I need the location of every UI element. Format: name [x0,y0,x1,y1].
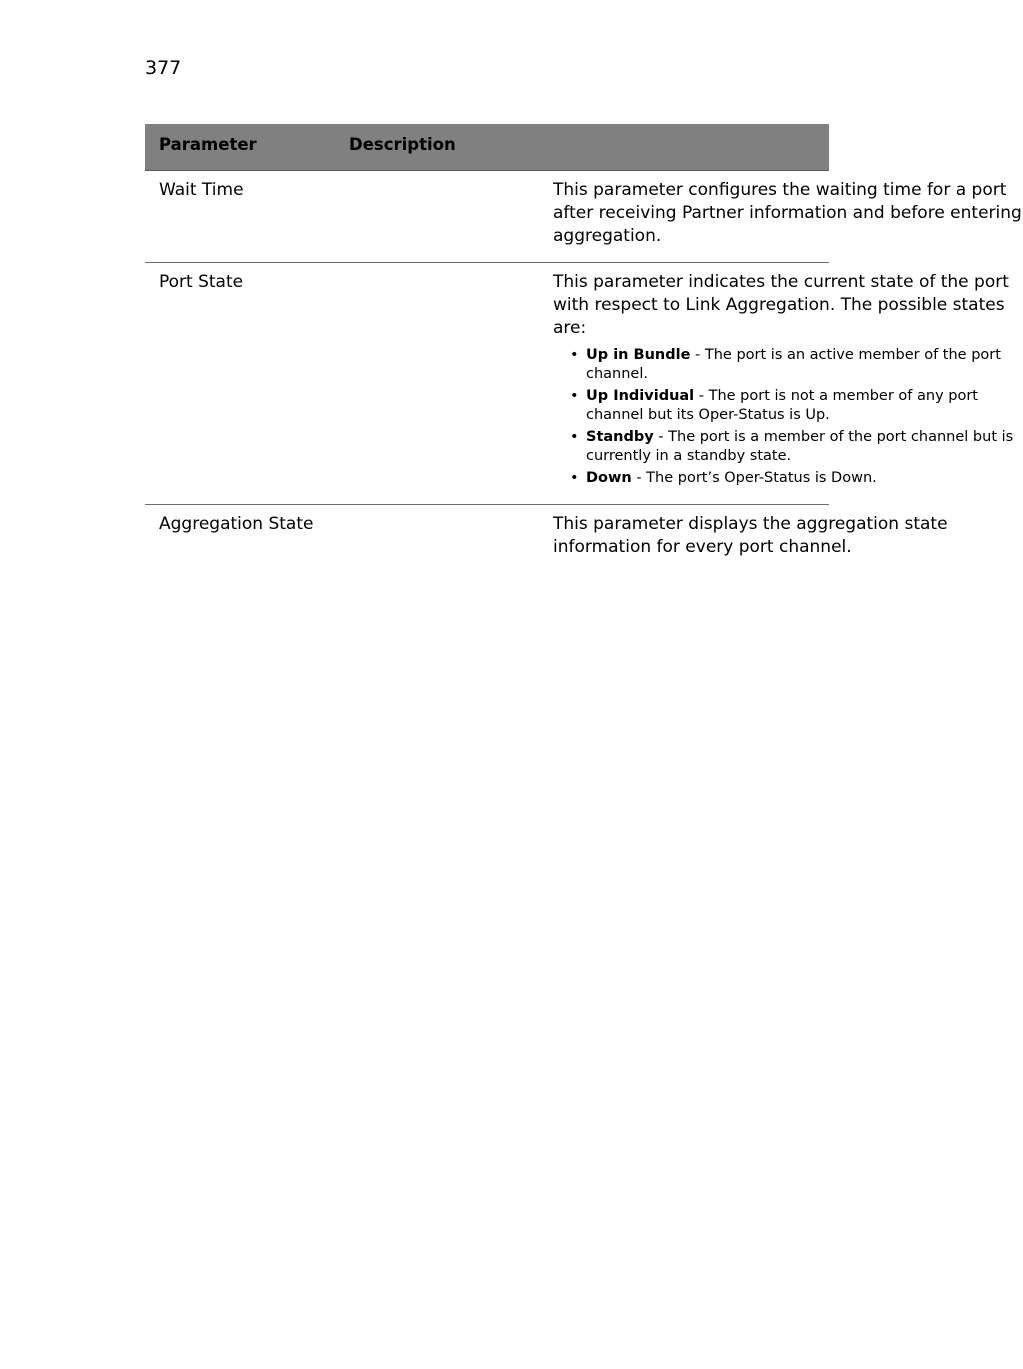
list-item [553,346,1023,384]
table-row-wait-time [145,171,1022,263]
bullet-term: Down [586,470,632,486]
bullet-text: - The port is an active member of the port channel. [586,347,1001,382]
parameter-table [145,124,1022,575]
bullet-text: - The port is a member of the port channel but is currently in a standby state. [586,429,1014,464]
bullet-icon: • [570,470,579,486]
description-text: This parameter configures the waiting time for a port after receiving Partner information and before entering aggregation. [553,180,1022,246]
header-description: Description [349,135,456,154]
header-parameter: Parameter [159,135,257,154]
page-number: 377 [145,57,182,79]
bullet-icon: • [570,347,579,363]
table-row-aggregation-state [145,505,948,575]
description-text: This parameter indicates the current state of the port with respect to Link Aggregation. The possible states are: [553,272,1009,338]
state-list [553,346,1023,488]
bullet-text: - The port’s Oper-Status is Down. [631,470,877,486]
list-item [553,428,1023,466]
description-text: This parameter displays the aggregation state information for every port channel. [553,514,948,557]
bullet-icon: • [570,388,579,404]
bullet-term: Standby [586,429,654,445]
row-description [553,505,1023,559]
bullet-term: Up in Bundle [586,347,691,363]
table-header-row [145,124,829,171]
list-item [553,387,1023,425]
row-parameter: Port State [159,272,244,292]
row-description [553,263,1023,488]
bullet-term: Up Individual [586,388,695,404]
bullet-text: - The port is not a member of any port channel but its Oper-Status is Up. [586,388,978,423]
bullet-icon: • [570,429,579,445]
list-item [553,469,1023,488]
row-parameter: Wait Time [159,180,244,200]
table-row-port-state [145,263,1014,505]
row-parameter: Aggregation State [159,514,314,534]
row-description [553,171,1023,248]
